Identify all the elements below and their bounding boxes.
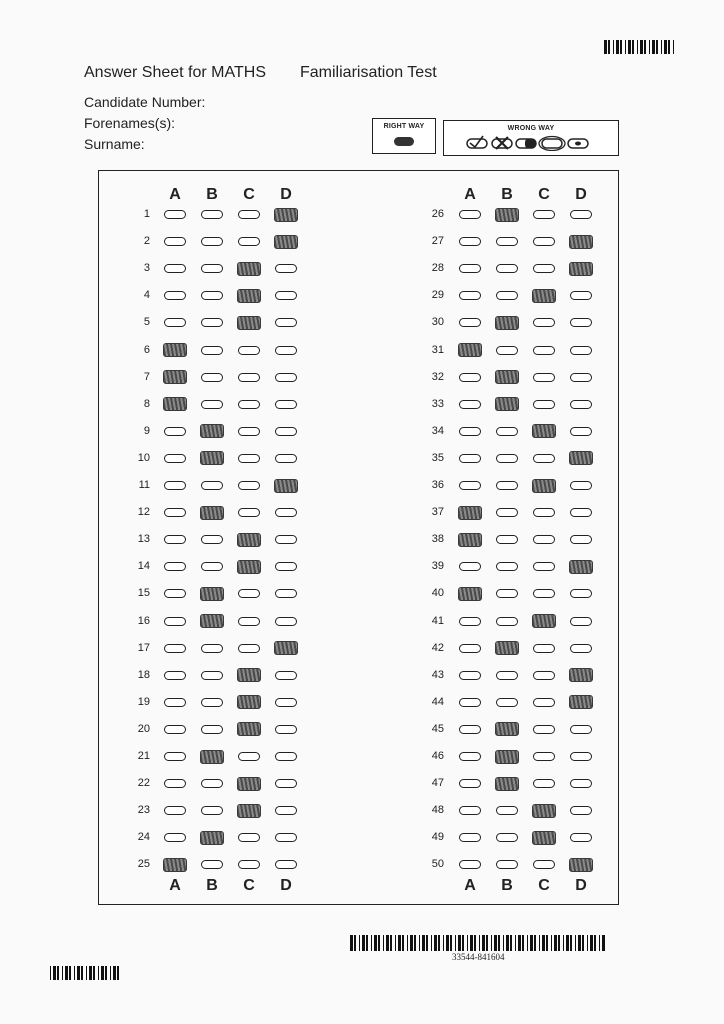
answer-bubble-d[interactable] xyxy=(275,291,297,300)
candidate-number-label: Candidate Number: xyxy=(84,94,206,110)
answer-bubble-b[interactable] xyxy=(201,373,223,382)
answer-bubble-d[interactable] xyxy=(275,752,297,761)
answer-bubble-c[interactable] xyxy=(237,722,261,736)
answer-bubble-c[interactable] xyxy=(238,833,260,842)
column-header-c: C xyxy=(538,186,550,203)
answer-bubble-c[interactable] xyxy=(237,695,261,709)
answer-bubble-a[interactable] xyxy=(459,752,481,761)
answer-bubble-c[interactable] xyxy=(238,508,260,517)
column-header-d: D xyxy=(280,186,292,203)
column-header-c: C xyxy=(243,877,255,894)
answer-bubble-a[interactable] xyxy=(459,779,481,788)
answer-bubble-c[interactable] xyxy=(237,777,261,791)
answer-bubble-a[interactable] xyxy=(459,237,481,246)
answer-bubble-c[interactable] xyxy=(533,400,555,409)
question-number: 44 xyxy=(431,695,444,708)
question-number: 7 xyxy=(143,370,150,383)
answer-bubble-b[interactable] xyxy=(496,698,518,707)
right-way-label: RIGHT WAY xyxy=(383,123,425,130)
answer-bubble-a[interactable] xyxy=(163,343,187,357)
question-number: 27 xyxy=(431,235,444,248)
question-number: 21 xyxy=(137,750,150,762)
answer-bubble-d[interactable] xyxy=(275,833,297,842)
answer-bubble-b[interactable] xyxy=(200,614,224,628)
answer-bubble-d[interactable] xyxy=(275,589,297,598)
answer-bubble-c[interactable] xyxy=(533,752,555,761)
answer-bubble-a[interactable] xyxy=(164,752,186,761)
answer-bubble-d[interactable] xyxy=(274,208,298,222)
question-number: 30 xyxy=(431,316,444,329)
answer-bubble-a[interactable] xyxy=(458,533,482,547)
answer-bubble-b[interactable] xyxy=(201,291,223,300)
column-header-a: A xyxy=(169,877,181,894)
answer-bubble-d[interactable] xyxy=(275,617,297,626)
answer-bubble-b[interactable] xyxy=(496,617,518,626)
answer-bubble-b[interactable] xyxy=(201,481,223,490)
answer-bubble-a[interactable] xyxy=(458,343,482,357)
answer-bubble-a[interactable] xyxy=(163,858,187,872)
answer-bubble-d[interactable] xyxy=(275,264,297,273)
question-number: 6 xyxy=(143,343,150,356)
answer-bubble-d[interactable] xyxy=(570,589,592,598)
answer-bubble-b[interactable] xyxy=(200,451,224,465)
wrong-way-label: WRONG WAY xyxy=(507,125,555,132)
answer-bubble-a[interactable] xyxy=(164,210,186,219)
filled-bubble-icon xyxy=(394,137,414,146)
question-number: 42 xyxy=(431,641,444,654)
answer-bubble-d[interactable] xyxy=(275,562,297,571)
answer-bubble-d[interactable] xyxy=(570,210,592,219)
answer-bubble-c[interactable] xyxy=(533,725,555,734)
answer-bubble-c[interactable] xyxy=(238,427,260,436)
answer-bubble-a[interactable] xyxy=(459,833,481,842)
answer-bubble-b[interactable] xyxy=(496,481,518,490)
page-title: Answer Sheet for MATHS xyxy=(84,64,266,81)
answer-bubble-d[interactable] xyxy=(275,454,297,463)
answer-bubble-b[interactable] xyxy=(496,454,518,463)
answer-bubble-a[interactable] xyxy=(163,397,187,411)
barcode-serial: 33544-841604 xyxy=(452,952,505,962)
question-number: 35 xyxy=(431,451,444,464)
answer-bubble-d[interactable] xyxy=(569,560,593,574)
answer-bubble-a[interactable] xyxy=(459,318,481,327)
answer-bubble-d[interactable] xyxy=(275,373,297,382)
answer-bubble-a[interactable] xyxy=(164,617,186,626)
answer-bubble-b[interactable] xyxy=(495,370,519,384)
question-number: 14 xyxy=(137,560,150,573)
answer-bubble-a[interactable] xyxy=(459,454,481,463)
answer-bubble-b[interactable] xyxy=(201,725,223,734)
answer-bubble-d[interactable] xyxy=(570,752,592,761)
answer-bubble-d[interactable] xyxy=(570,779,592,788)
question-number: 17 xyxy=(137,641,150,654)
answer-bubble-b[interactable] xyxy=(496,535,518,544)
answer-bubble-d[interactable] xyxy=(570,318,592,327)
answer-bubble-c[interactable] xyxy=(237,560,261,574)
answer-bubble-a[interactable] xyxy=(458,506,482,520)
answer-bubble-a[interactable] xyxy=(459,400,481,409)
answer-bubble-a[interactable] xyxy=(459,373,481,382)
answer-bubble-a[interactable] xyxy=(164,644,186,653)
answer-bubble-b[interactable] xyxy=(496,264,518,273)
question-number: 38 xyxy=(431,533,444,546)
answer-bubble-b[interactable] xyxy=(496,860,518,869)
answer-bubble-a[interactable] xyxy=(459,617,481,626)
column-header-c: C xyxy=(243,186,255,203)
answer-bubble-a[interactable] xyxy=(459,698,481,707)
question-number: 18 xyxy=(137,668,150,681)
answer-bubble-d[interactable] xyxy=(570,346,592,355)
answer-bubble-d[interactable] xyxy=(570,833,592,842)
answer-bubble-b[interactable] xyxy=(201,400,223,409)
question-number: 33 xyxy=(431,397,444,410)
question-number: 5 xyxy=(143,316,150,329)
answer-bubble-b[interactable] xyxy=(496,562,518,571)
question-number: 15 xyxy=(137,587,150,600)
answer-bubble-c[interactable] xyxy=(532,424,556,438)
answer-bubble-a[interactable] xyxy=(459,427,481,436)
column-header-c: C xyxy=(538,877,550,894)
question-number: 1 xyxy=(143,208,150,220)
answer-bubble-c[interactable] xyxy=(237,668,261,682)
answer-bubble-c[interactable] xyxy=(237,316,261,330)
question-number: 22 xyxy=(137,777,150,790)
answer-bubble-c[interactable] xyxy=(238,644,260,653)
answer-bubble-c[interactable] xyxy=(237,289,261,303)
answer-bubble-d[interactable] xyxy=(275,806,297,815)
answer-bubble-a[interactable] xyxy=(458,587,482,601)
answer-bubble-b[interactable] xyxy=(496,671,518,680)
answer-bubble-c[interactable] xyxy=(533,589,555,598)
question-number: 39 xyxy=(431,560,444,573)
answer-bubble-b[interactable] xyxy=(201,806,223,815)
answer-bubble-a[interactable] xyxy=(164,698,186,707)
answer-bubble-b[interactable] xyxy=(201,237,223,246)
column-header-d: D xyxy=(280,877,292,894)
answer-bubble-d[interactable] xyxy=(275,779,297,788)
answer-bubble-b[interactable] xyxy=(496,833,518,842)
answer-bubble-b[interactable] xyxy=(200,506,224,520)
answer-bubble-d[interactable] xyxy=(570,481,592,490)
answer-bubble-a[interactable] xyxy=(459,562,481,571)
answer-bubble-d[interactable] xyxy=(570,427,592,436)
answer-bubble-b[interactable] xyxy=(495,397,519,411)
answer-bubble-a[interactable] xyxy=(164,725,186,734)
answer-bubble-d[interactable] xyxy=(569,262,593,276)
answer-bubble-b[interactable] xyxy=(201,264,223,273)
answer-bubble-d[interactable] xyxy=(275,427,297,436)
answer-bubble-b[interactable] xyxy=(201,644,223,653)
surname-label: Surname: xyxy=(84,136,145,152)
answer-bubble-b[interactable] xyxy=(201,562,223,571)
answer-bubble-a[interactable] xyxy=(164,535,186,544)
answer-bubble-c[interactable] xyxy=(238,346,260,355)
answer-bubble-d[interactable] xyxy=(275,671,297,680)
answer-bubble-a[interactable] xyxy=(164,671,186,680)
answer-bubble-c[interactable] xyxy=(238,373,260,382)
answer-bubble-c[interactable] xyxy=(238,752,260,761)
answer-bubble-b[interactable] xyxy=(201,318,223,327)
barcode-bottom xyxy=(350,935,608,951)
answer-bubble-b[interactable] xyxy=(496,291,518,300)
answer-bubble-a[interactable] xyxy=(164,562,186,571)
answer-bubble-d[interactable] xyxy=(570,291,592,300)
answer-bubble-d[interactable] xyxy=(570,617,592,626)
question-number: 13 xyxy=(137,533,150,546)
question-number: 2 xyxy=(143,235,150,248)
answer-bubble-c[interactable] xyxy=(533,860,555,869)
answer-bubble-c[interactable] xyxy=(238,617,260,626)
answer-bubble-c[interactable] xyxy=(237,533,261,547)
answer-bubble-c[interactable] xyxy=(533,535,555,544)
answer-bubble-d[interactable] xyxy=(275,508,297,517)
column-header-b: B xyxy=(206,877,218,894)
answer-bubble-a[interactable] xyxy=(164,833,186,842)
answer-bubble-c[interactable] xyxy=(238,860,260,869)
question-number: 43 xyxy=(431,668,444,681)
answer-bubble-b[interactable] xyxy=(496,508,518,517)
question-number: 26 xyxy=(431,208,444,220)
answer-bubble-c[interactable] xyxy=(238,210,260,219)
answer-bubble-c[interactable] xyxy=(533,210,555,219)
answer-bubble-b[interactable] xyxy=(200,831,224,845)
answer-bubble-a[interactable] xyxy=(164,264,186,273)
question-number: 32 xyxy=(431,370,444,383)
answer-bubble-b[interactable] xyxy=(200,750,224,764)
answer-bubble-d[interactable] xyxy=(569,695,593,709)
wrong-way-legend xyxy=(443,120,619,156)
answer-bubble-a[interactable] xyxy=(164,318,186,327)
answer-bubble-b[interactable] xyxy=(495,777,519,791)
answer-bubble-c[interactable] xyxy=(533,562,555,571)
column-header-b: B xyxy=(501,186,513,203)
question-number: 34 xyxy=(431,424,444,437)
column-header-a: A xyxy=(464,186,476,203)
answer-bubble-c[interactable] xyxy=(533,779,555,788)
answer-bubble-d[interactable] xyxy=(275,535,297,544)
answer-bubble-b[interactable] xyxy=(201,535,223,544)
answer-bubble-b[interactable] xyxy=(496,427,518,436)
answer-bubble-a[interactable] xyxy=(164,508,186,517)
answer-bubble-b[interactable] xyxy=(496,346,518,355)
question-number: 23 xyxy=(137,804,150,817)
answer-bubble-a[interactable] xyxy=(459,291,481,300)
answer-bubble-d[interactable] xyxy=(569,235,593,249)
answer-bubble-c[interactable] xyxy=(532,831,556,845)
answer-bubble-a[interactable] xyxy=(164,779,186,788)
answer-bubble-a[interactable] xyxy=(459,264,481,273)
answer-bubble-a[interactable] xyxy=(459,671,481,680)
question-number: 11 xyxy=(138,479,150,491)
answer-bubble-d[interactable] xyxy=(569,451,593,465)
answer-bubble-d[interactable] xyxy=(569,668,593,682)
answer-bubble-b[interactable] xyxy=(495,750,519,764)
question-number: 36 xyxy=(431,479,444,491)
answer-bubble-c[interactable] xyxy=(533,346,555,355)
barcode-top-right xyxy=(604,40,678,54)
answer-bubble-d[interactable] xyxy=(275,698,297,707)
answer-bubble-c[interactable] xyxy=(533,318,555,327)
column-header-d: D xyxy=(575,186,587,203)
answer-bubble-b[interactable] xyxy=(496,806,518,815)
answer-bubble-b[interactable] xyxy=(201,671,223,680)
question-number: 40 xyxy=(431,587,444,600)
column-header-a: A xyxy=(169,186,181,203)
answer-bubble-d[interactable] xyxy=(274,641,298,655)
answer-bubble-a[interactable] xyxy=(459,481,481,490)
answer-bubble-a[interactable] xyxy=(164,806,186,815)
question-number: 50 xyxy=(431,858,444,871)
answer-bubble-c[interactable] xyxy=(533,373,555,382)
answer-bubble-a[interactable] xyxy=(164,454,186,463)
answer-bubble-b[interactable] xyxy=(495,208,519,222)
answer-bubble-a[interactable] xyxy=(459,210,481,219)
question-number: 37 xyxy=(431,506,444,519)
answer-bubble-d[interactable] xyxy=(275,346,297,355)
answer-bubble-a[interactable] xyxy=(163,370,187,384)
question-number: 29 xyxy=(431,289,444,302)
question-number: 19 xyxy=(137,695,150,708)
answer-bubble-b[interactable] xyxy=(200,424,224,438)
answer-bubble-a[interactable] xyxy=(164,237,186,246)
answer-bubble-b[interactable] xyxy=(200,587,224,601)
question-number: 10 xyxy=(137,451,150,464)
answer-bubble-c[interactable] xyxy=(237,804,261,818)
question-number: 47 xyxy=(431,777,444,790)
answer-bubble-c[interactable] xyxy=(533,264,555,273)
answer-bubble-c[interactable] xyxy=(533,508,555,517)
answer-bubble-b[interactable] xyxy=(201,779,223,788)
question-number: 48 xyxy=(431,804,444,817)
question-number: 9 xyxy=(143,424,150,437)
answer-bubble-c[interactable] xyxy=(532,614,556,628)
answer-bubble-c[interactable] xyxy=(533,454,555,463)
column-header-d: D xyxy=(575,877,587,894)
answer-bubble-c[interactable] xyxy=(532,479,556,493)
answer-bubble-c[interactable] xyxy=(238,589,260,598)
question-number: 46 xyxy=(431,750,444,762)
forenames-label: Forenames(s): xyxy=(84,115,176,131)
answer-bubble-d[interactable] xyxy=(570,373,592,382)
answer-bubble-b[interactable] xyxy=(496,589,518,598)
answer-bubble-a[interactable] xyxy=(164,291,186,300)
answer-bubble-d[interactable] xyxy=(569,858,593,872)
answer-bubble-d[interactable] xyxy=(275,318,297,327)
question-number: 4 xyxy=(143,289,150,302)
question-number: 41 xyxy=(431,614,444,627)
column-header-a: A xyxy=(464,877,476,894)
answer-bubble-c[interactable] xyxy=(238,237,260,246)
answer-bubble-c[interactable] xyxy=(237,262,261,276)
answer-bubble-c[interactable] xyxy=(238,400,260,409)
answer-bubble-b[interactable] xyxy=(495,316,519,330)
question-number: 28 xyxy=(431,262,444,275)
answer-bubble-d[interactable] xyxy=(570,806,592,815)
answer-bubble-c[interactable] xyxy=(533,237,555,246)
answer-bubble-a[interactable] xyxy=(164,481,186,490)
answer-bubble-d[interactable] xyxy=(275,725,297,734)
answer-bubble-b[interactable] xyxy=(496,237,518,246)
answer-bubble-d[interactable] xyxy=(275,400,297,409)
right-way-legend xyxy=(372,118,436,154)
answer-bubble-a[interactable] xyxy=(164,427,186,436)
answer-bubble-b[interactable] xyxy=(201,698,223,707)
answer-bubble-a[interactable] xyxy=(459,860,481,869)
answer-bubble-d[interactable] xyxy=(570,535,592,544)
question-number: 12 xyxy=(137,506,150,519)
answer-bubble-d[interactable] xyxy=(570,508,592,517)
answer-bubble-a[interactable] xyxy=(164,589,186,598)
question-number: 20 xyxy=(137,722,150,735)
answer-bubble-b[interactable] xyxy=(495,722,519,736)
answer-bubble-c[interactable] xyxy=(532,289,556,303)
question-number: 8 xyxy=(143,397,150,410)
answer-bubble-d[interactable] xyxy=(570,725,592,734)
question-number: 49 xyxy=(431,831,444,844)
answer-bubble-b[interactable] xyxy=(201,210,223,219)
answer-bubble-d[interactable] xyxy=(570,644,592,653)
question-number: 31 xyxy=(431,343,444,356)
answer-bubble-d[interactable] xyxy=(570,400,592,409)
answer-bubble-b[interactable] xyxy=(201,860,223,869)
question-number: 16 xyxy=(137,614,150,627)
answer-bubble-d[interactable] xyxy=(274,479,298,493)
question-number: 45 xyxy=(431,722,444,735)
answer-bubble-a[interactable] xyxy=(459,806,481,815)
question-number: 25 xyxy=(137,858,150,871)
answer-bubble-a[interactable] xyxy=(459,725,481,734)
answer-bubble-c[interactable] xyxy=(238,481,260,490)
page-subtitle: Familiarisation Test xyxy=(300,64,437,81)
answer-bubble-b[interactable] xyxy=(201,346,223,355)
answer-bubble-a[interactable] xyxy=(459,644,481,653)
answer-bubble-c[interactable] xyxy=(533,671,555,680)
column-header-b: B xyxy=(501,877,513,894)
column-header-b: B xyxy=(206,186,218,203)
question-number: 3 xyxy=(143,262,150,275)
answer-bubble-c[interactable] xyxy=(532,804,556,818)
answer-bubble-d[interactable] xyxy=(275,860,297,869)
answer-bubble-c[interactable] xyxy=(533,698,555,707)
wrong-way-examples-icon xyxy=(466,135,596,151)
answer-bubble-c[interactable] xyxy=(238,454,260,463)
answer-bubble-d[interactable] xyxy=(274,235,298,249)
barcode-bottom-left xyxy=(50,966,122,980)
answer-bubble-b[interactable] xyxy=(495,641,519,655)
answer-bubble-c[interactable] xyxy=(533,644,555,653)
question-number: 24 xyxy=(137,831,150,844)
